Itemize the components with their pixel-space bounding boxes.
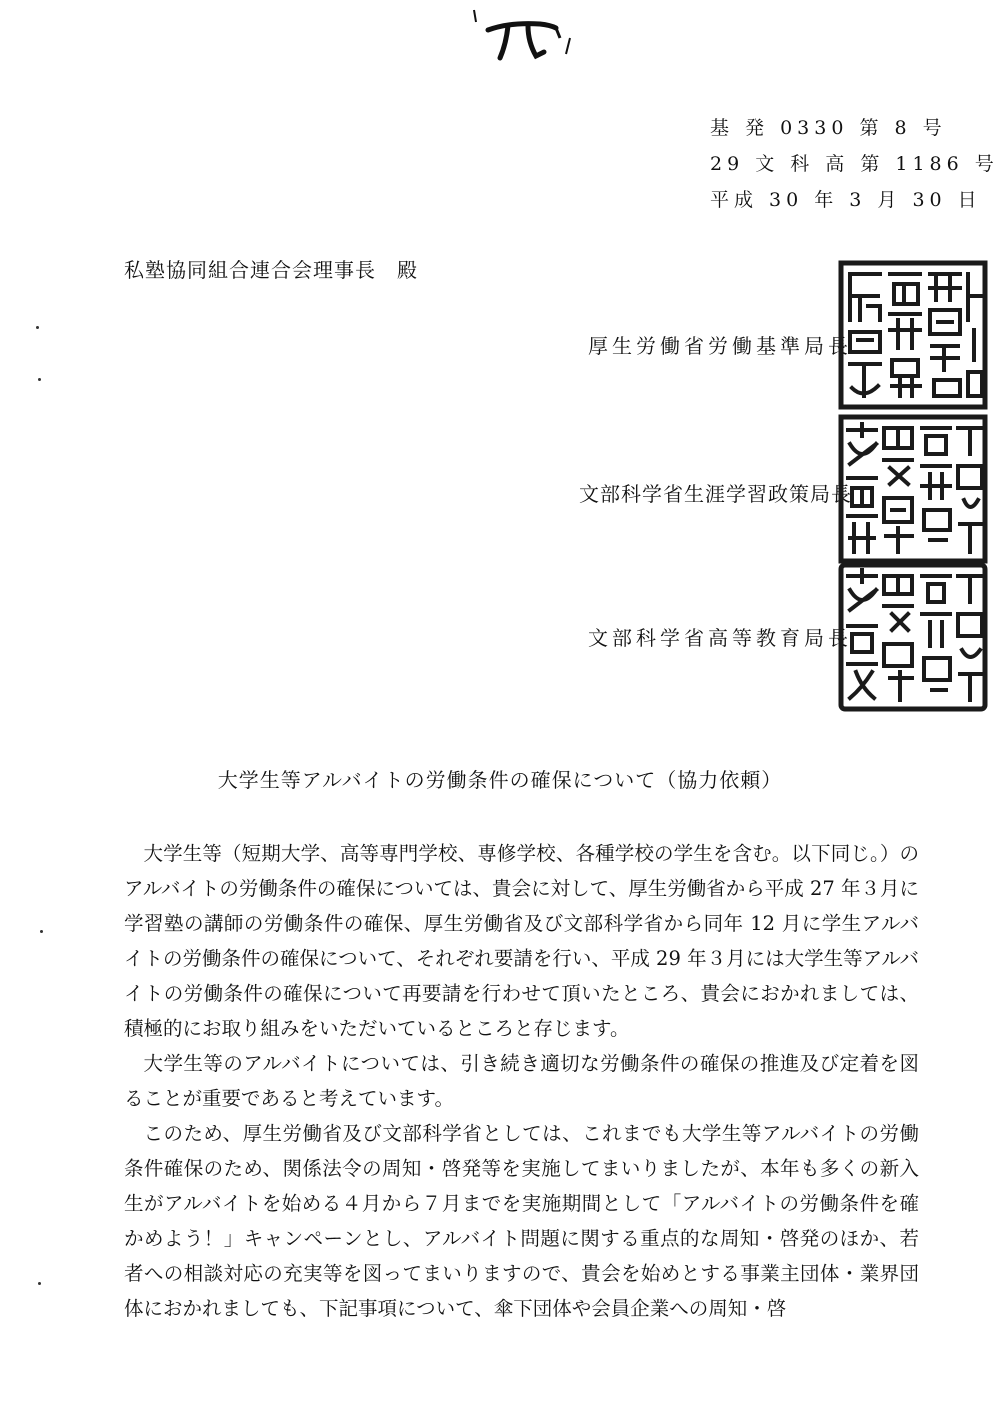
sender-higher-education: 文部科学省高等教育局長 — [588, 626, 852, 650]
official-seal-mext-lifelong — [838, 414, 988, 564]
document-number-secondary: 29 文 科 高 第 1186 号 — [710, 153, 999, 175]
reference-block — [710, 110, 999, 218]
scan-speck — [38, 378, 41, 381]
body-paragraph: このため、厚生労働省及び文部科学省としては、これまでも大学生等アルバイトの労働条件確保のため、関係法令の周知・啓発等を実施してまいりましたが、本年も多くの新入生がアルバイトを始める４月から７月までを実施期間として「アルバイトの労働条件を確かめよう！」キャンペーンとし、アルバイト問題に関する重点的な周知・啓発のほか、若者への相談対応の充実等を図ってまいりますので、貴会を始めとする事業主団体・業界団体におかれましても、下記事項について、傘下団体や会員企業への周知・啓 — [124, 1122, 919, 1320]
scan-speck — [36, 326, 39, 329]
document-number: 基 発 0330 第 8 号 — [710, 117, 947, 139]
sender-lifelong-learning: 文部科学省生涯学習政策局長 — [579, 482, 852, 506]
document-date: 平成 30 年 3 月 30 日 — [710, 189, 982, 211]
scan-speck — [40, 930, 43, 933]
body-paragraph: 大学生等のアルバイトについては、引き続き適切な労働条件の確保の推進及び定着を図ることが重要であると考えています。 — [124, 1052, 919, 1110]
scan-speck — [38, 1282, 41, 1285]
addressee: 私塾協同組合連合会理事長 殿 — [124, 258, 418, 282]
document-subject: 大学生等アルバイトの労働条件の確保について（協力依頼） — [217, 768, 783, 792]
official-seal-mhlw — [838, 260, 988, 410]
official-seal-mext-higher — [838, 562, 988, 712]
sender-labor-standards: 厚生労働省労働基準局長 — [588, 334, 852, 358]
handwritten-mark — [470, 8, 580, 68]
body-paragraph: 大学生等（短期大学、高等専門学校、専修学校、各種学校の学生を含む。以下同じ。）のアルバイトの労働条件の確保については、貴会に対して、厚生労働省から平成 27 年３月に学習塾の講師の労働条件の確保、厚生労働省及び文部科学省から同年 12 月に学生アルバイトの労働条件の確保について、それぞれ要請を行い、平成 29 年３月には大学生等アルバイトの労働条件の確保について再要請を行わせて頂いたところ、貴会におかれましては、積極的にお取り組みをいただいているところと存じます。 — [124, 842, 919, 1040]
document-body — [124, 836, 919, 1326]
